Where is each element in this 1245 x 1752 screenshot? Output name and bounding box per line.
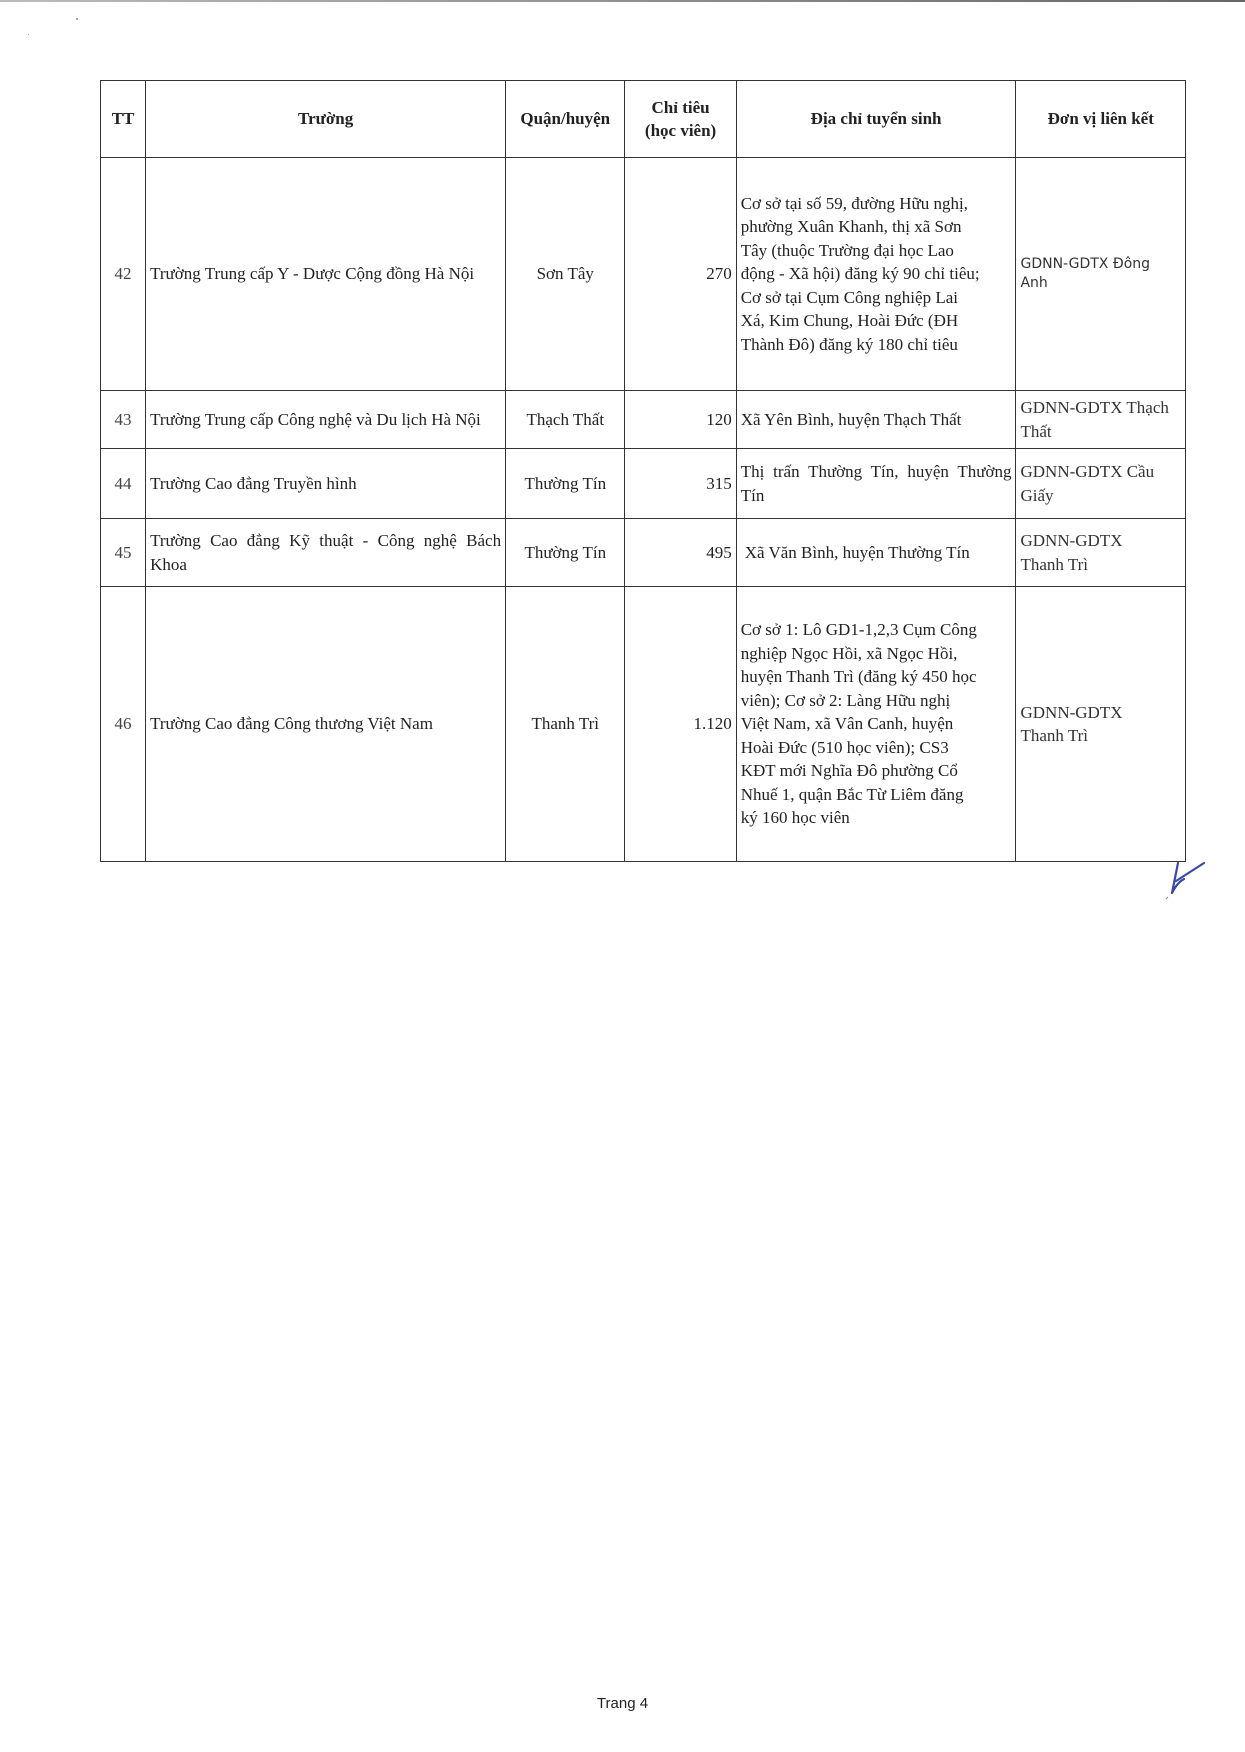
address-line: Cơ sở 1: Lô GD1-1,2,3 Cụm Công	[740, 620, 977, 640]
address-line: phường Xuân Khanh, thị xã Sơn	[740, 217, 962, 237]
table-row	[101, 158, 1186, 391]
cell-quan-huyen: Thanh Trì	[506, 587, 625, 862]
table-row	[101, 449, 1186, 519]
cell-truong: Trường Trung cấp Y - Dược Cộng đồng Hà Nội	[146, 158, 506, 391]
cell-dia-chi: Xã Văn Bình, huyện Thường Tín	[736, 519, 1016, 587]
address-line: Nhuế 1, quận Bắc Từ Liêm đăng	[740, 784, 964, 804]
address-line: Việt Nam, xã Vân Canh, huyện	[740, 714, 954, 734]
cell-truong: Trường Cao đẳng Kỹ thuật - Công nghệ Bách Khoa	[146, 519, 506, 587]
header-quan-huyen: Quận/huyện	[506, 81, 625, 158]
cell-chi-tieu: 1.120	[625, 587, 736, 862]
header-chi-tieu-line1: Chỉ tiêu	[651, 97, 710, 117]
cell-chi-tieu: 270	[625, 158, 736, 391]
scan-artifact-dot	[28, 34, 29, 35]
cell-tt: 46	[101, 587, 146, 862]
signature-initial-icon	[1160, 855, 1210, 900]
cell-quan-huyen: Sơn Tây	[506, 158, 625, 391]
address-line: ký 160 học viên	[740, 808, 850, 828]
cell-don-vi: GDNN-GDTX Thạch Thất	[1016, 391, 1186, 449]
cell-truong: Trường Cao đẳng Công thương Việt Nam	[146, 587, 506, 862]
admissions-table	[100, 80, 1186, 862]
address-line: Hoài Đức (510 học viên); CS3	[740, 737, 949, 757]
header-chi-tieu	[625, 81, 736, 158]
header-don-vi: Đơn vị liên kết	[1016, 81, 1186, 158]
address-line: Tây (thuộc Trường đại học Lao	[740, 240, 954, 260]
header-truong: Trường	[146, 81, 506, 158]
cell-don-vi: GDNN-GDTX Đông Anh	[1016, 158, 1186, 391]
address-line: nghiệp Ngọc Hồi, xã Ngọc Hồi,	[740, 643, 958, 663]
scan-top-edge	[0, 0, 1245, 2]
address-line: Thành Đô) đăng ký 180 chỉ tiêu	[740, 334, 958, 354]
cell-quan-huyen: Thường Tín	[506, 519, 625, 587]
cell-quan-huyen: Thường Tín	[506, 449, 625, 519]
table-row	[101, 391, 1186, 449]
cell-chi-tieu: 495	[625, 519, 736, 587]
page-number: Trang 4	[596, 1695, 649, 1712]
don-vi-text: GDNN-GDTX Thanh Trì	[1020, 702, 1123, 745]
cell-dia-chi	[736, 158, 1016, 391]
address-line: Cơ sở tại Cụm Công nghiệp Lai	[740, 287, 958, 307]
don-vi-text: GDNN-GDTX Thanh Trì	[1020, 531, 1123, 574]
table-row	[101, 519, 1186, 587]
cell-dia-chi	[736, 587, 1016, 862]
cell-quan-huyen: Thạch Thất	[506, 391, 625, 449]
cell-chi-tieu: 315	[625, 449, 736, 519]
header-chi-tieu-line2: (học viên)	[644, 121, 717, 140]
cell-truong: Trường Cao đẳng Truyền hình	[146, 449, 506, 519]
cell-tt: 42	[101, 158, 146, 391]
cell-chi-tieu: 120	[625, 391, 736, 449]
cell-don-vi	[1016, 519, 1186, 587]
cell-truong: Trường Trung cấp Công nghệ và Du lịch Hà Nội	[146, 391, 506, 449]
table-header-row	[101, 81, 1186, 158]
header-tt: TT	[101, 81, 146, 158]
address-line: Xá, Kim Chung, Hoài Đức (ĐH	[740, 311, 959, 331]
cell-tt: 45	[101, 519, 146, 587]
cell-tt: 43	[101, 391, 146, 449]
table-row	[101, 587, 1186, 862]
scan-artifact-dot	[76, 18, 78, 20]
header-dia-chi: Địa chỉ tuyển sinh	[736, 81, 1016, 158]
cell-tt: 44	[101, 449, 146, 519]
cell-dia-chi: Xã Yên Bình, huyện Thạch Thất	[736, 391, 1016, 449]
address-line: Cơ sở tại số 59, đường Hữu nghị,	[740, 193, 968, 213]
address-line: động - Xã hội) đăng ký 90 chỉ tiêu;	[740, 264, 980, 284]
address-line: huyện Thanh Trì (đăng ký 450 học	[740, 667, 977, 687]
address-line: KĐT mới Nghĩa Đô phường Cổ	[740, 761, 958, 781]
cell-don-vi: GDNN-GDTX Cầu Giấy	[1016, 449, 1186, 519]
cell-don-vi	[1016, 587, 1186, 862]
address-line: viên); Cơ sở 2: Làng Hữu nghị	[740, 690, 951, 710]
cell-dia-chi: Thị trấn Thường Tín, huyện Thường Tín	[736, 449, 1016, 519]
